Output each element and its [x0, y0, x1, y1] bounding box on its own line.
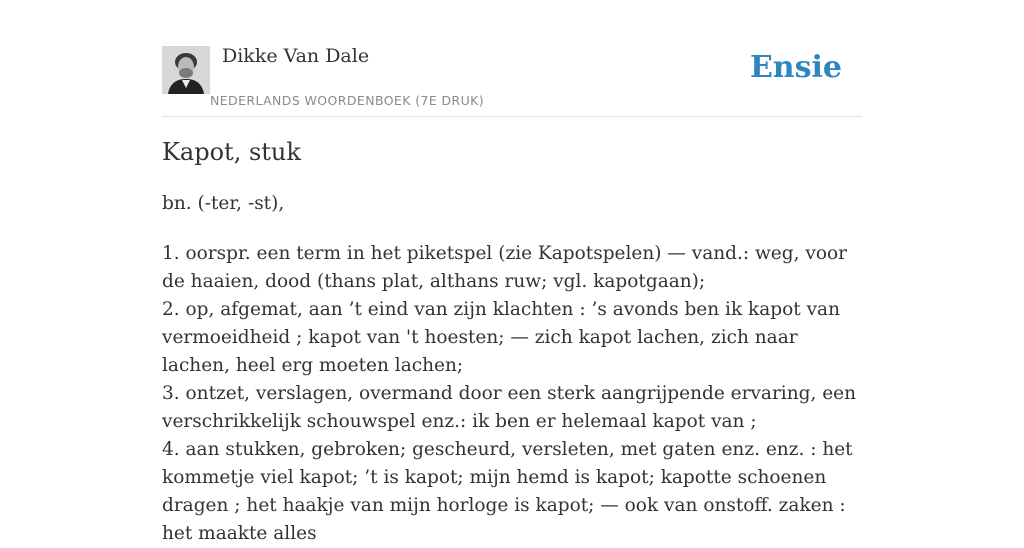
entry-header	[162, 0, 862, 117]
source-label[interactable]: NEDERLANDS WOORDENBOEK (7E DRUK)	[210, 93, 485, 108]
definition-sense-2: 2. op, afgemat, aan ’t eind van zijn klachten : ’s avonds ben ik kapot van vermoeidheid ; kapot van 't hoesten; — zich kapot lachen, zich naar lachen, heel erg moeten lachen;	[162, 299, 840, 376]
author-name-link[interactable]: Dikke Van Dale	[222, 45, 370, 67]
grammar-info: bn. (-ter, -st),	[162, 193, 285, 214]
definition-body	[162, 240, 862, 548]
entry-title: Kapot, stuk	[162, 138, 301, 166]
definition-sense-4: 4. aan stukken, gebroken; gescheurd, versleten, met gaten enz. enz. : het kommetje viel kapot; ’t is kapot; mijn hemd is kapot; kapotte schoenen dragen ; het haakje van mijn horloge is kapot; — ook van onstoff. zaken : het maakte alles	[162, 439, 853, 544]
ensie-logo-link[interactable]: Ensie	[749, 50, 842, 85]
author-avatar[interactable]	[162, 46, 210, 94]
definition-sense-3: 3. ontzet, verslagen, overmand door een sterk aangrijpende ervaring, een verschrikkelijk schouwspel enz.: ik ben er helemaal kapot van ;	[162, 383, 857, 432]
portrait-photo-icon	[162, 46, 210, 94]
definition-sense-1: 1. oorspr. een term in het piketspel (zie Kapotspelen) — vand.: weg, voor de haaien, dood (thans plat, althans ruw; vgl. kapotgaan);	[162, 243, 847, 292]
